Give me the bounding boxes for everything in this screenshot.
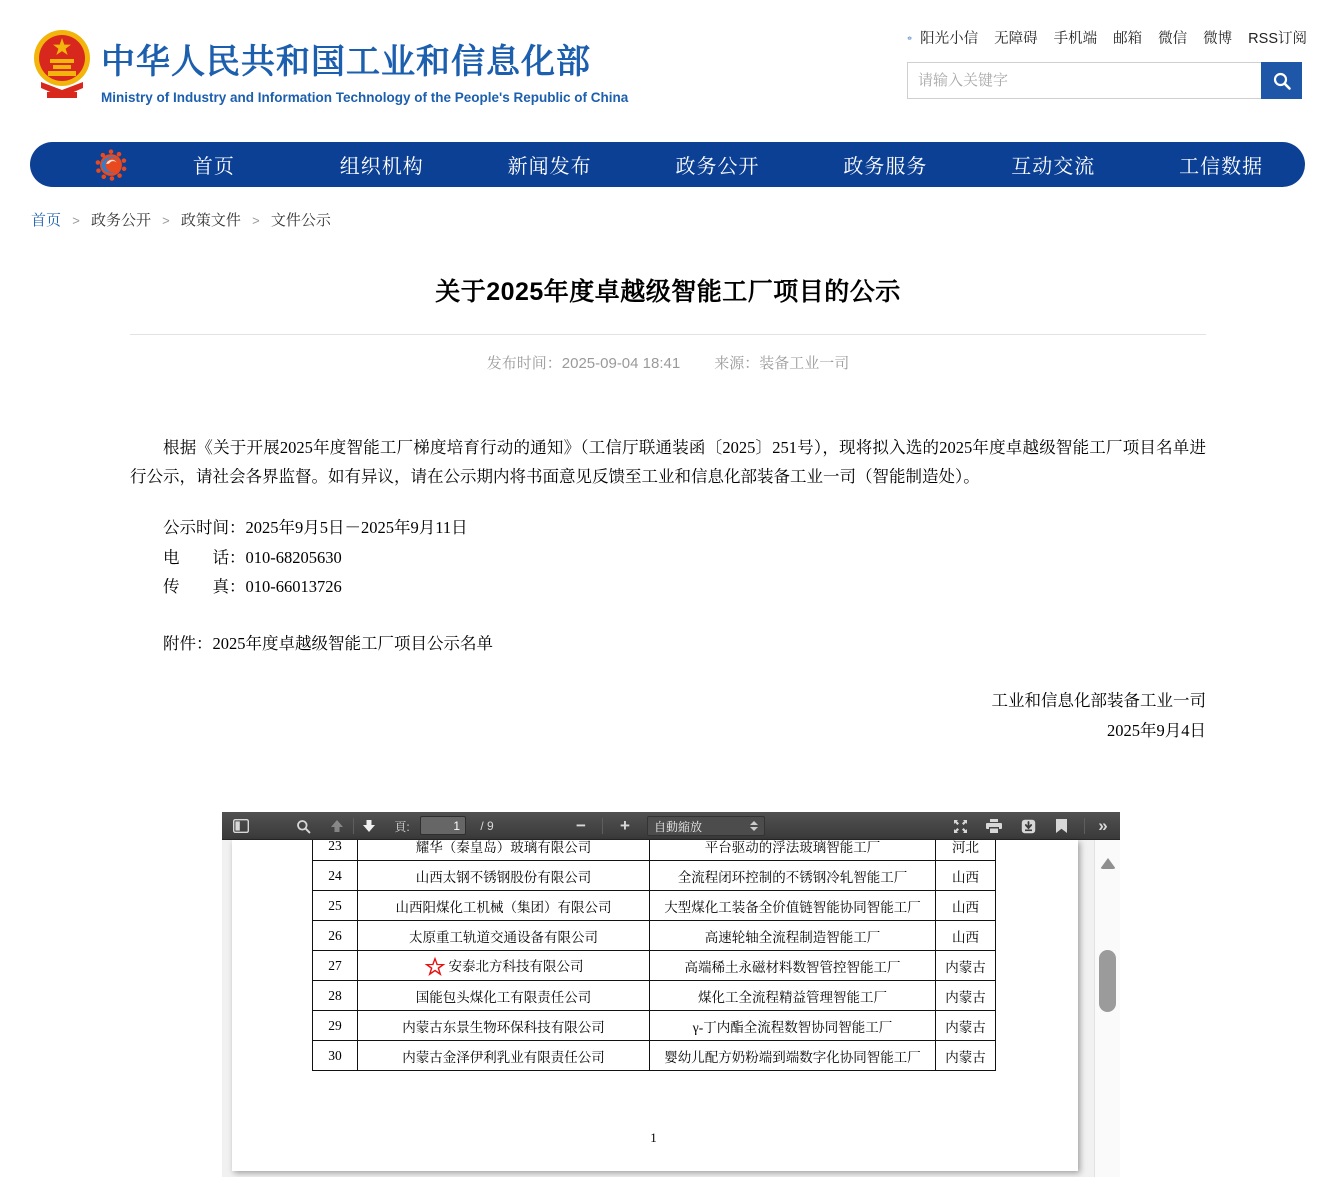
breadcrumb-home[interactable]: 首页 — [31, 212, 62, 229]
sidebar-toggle-icon[interactable] — [230, 812, 252, 840]
breadcrumb-separator: > — [162, 213, 170, 228]
download-icon[interactable] — [1016, 812, 1040, 840]
row-province: 内蒙古 — [936, 1011, 996, 1041]
row-company: 内蒙古东景生物环保科技有限公司 — [358, 1011, 650, 1041]
zoom-in-icon[interactable]: + — [620, 816, 630, 835]
row-no: 24 — [313, 861, 358, 891]
nav-item-organization[interactable]: 组织机构 — [339, 156, 424, 178]
table-row — [313, 1041, 996, 1071]
site-title: 中华人民共和国工业和信息化部 — [101, 43, 591, 81]
nav-item-miit-data[interactable]: 工信数据 — [1179, 156, 1264, 178]
publicity-period-line: 公示时间：2025年9月5日－2025年9月11日 — [163, 518, 468, 537]
link-accessibility[interactable]: 无障碍 — [994, 31, 1038, 47]
site-subtitle: Ministry of Industry and Information Technology of the People's Republic of China — [101, 90, 629, 105]
row-province: 内蒙古 — [936, 981, 996, 1011]
nav-item-news[interactable]: 新闻发布 — [507, 156, 592, 178]
row-company: 山西太钢不锈钢股份有限公司 — [358, 861, 650, 891]
table-row — [313, 891, 996, 921]
article-paragraph: 根据《关于开展2025年度智能工厂梯度培育行动的通知》（工信厅联通装函〔2025〕251号），现将拟入选的2025年度卓越级智能工厂项目名单进行公示，请社会各界监督。如有异议，请在公示期内将书面意见反馈至工业和信息化部装备工业一司（智能制造处）。 — [130, 438, 1206, 486]
breadcrumb-separator: > — [72, 213, 80, 228]
phone-line: 电 话：010-68205630 — [163, 547, 342, 567]
nav-item-home[interactable]: 首页 — [192, 156, 235, 178]
source-value: 装备工业一司 — [759, 355, 850, 372]
page-count: / 9 — [480, 819, 494, 833]
row-project: 高速轮轴全流程制造智能工厂 — [650, 921, 936, 951]
link-weibo[interactable]: 微博 — [1203, 31, 1233, 47]
fax-line: 传 真：010-66013726 — [163, 577, 342, 596]
row-no: 30 — [313, 1041, 358, 1071]
row-province: 山西 — [936, 921, 996, 951]
page-number-input[interactable] — [420, 816, 466, 835]
row-no: 28 — [313, 981, 358, 1011]
page-label: 頁: — [394, 819, 410, 834]
row-company: 太原重工轨道交通设备有限公司 — [358, 921, 650, 951]
miit-gear-logo-icon — [92, 146, 130, 184]
select-arrows-icon — [750, 821, 758, 831]
link-wechat[interactable]: 微信 — [1158, 31, 1188, 47]
search-input[interactable] — [907, 62, 1261, 99]
scrollbar-thumb[interactable] — [1099, 950, 1116, 1012]
pdf-page — [232, 840, 1078, 1171]
article — [130, 272, 1206, 746]
row-project: 煤化工全流程精益管理智能工厂 — [650, 981, 936, 1011]
pdf-scrollbar[interactable] — [1094, 840, 1120, 1177]
row-project: 全流程闭环控制的不锈钢冷轧智能工厂 — [650, 861, 936, 891]
article-meta — [130, 352, 1206, 373]
nav-item-interaction[interactable]: 互动交流 — [1011, 156, 1096, 178]
zoom-out-icon[interactable]: − — [576, 816, 586, 835]
breadcrumb-file-publicity[interactable]: 文件公示 — [270, 212, 331, 229]
publish-time-label: 发布时间： — [486, 355, 562, 372]
row-province: 内蒙古 — [936, 951, 996, 981]
find-in-document-icon[interactable] — [292, 812, 314, 840]
row-company-label: 安泰北方科技有限公司 — [448, 958, 584, 974]
utility-links — [907, 27, 1307, 48]
row-project: 高端稀土永磁材料数智管控智能工厂 — [650, 951, 936, 981]
row-project: 大型煤化工装备全价值链智能协同智能工厂 — [650, 891, 936, 921]
breadcrumb — [31, 209, 331, 230]
table-row-starred — [313, 951, 996, 981]
smart-factory-table — [312, 840, 996, 1071]
scroll-up-arrow-icon[interactable] — [1100, 858, 1116, 869]
row-province: 山西 — [936, 891, 996, 921]
presentation-mode-icon[interactable] — [948, 812, 972, 840]
nav-item-gov-services[interactable]: 政务服务 — [843, 156, 928, 178]
publish-time: 2025-09-04 18:41 — [561, 355, 681, 372]
row-project: 婴幼儿配方奶粉端到端数字化协同智能工厂 — [650, 1041, 936, 1071]
row-no: 29 — [313, 1011, 358, 1041]
link-rss[interactable]: RSS订阅 — [1248, 31, 1307, 47]
breadcrumb-policy-files[interactable]: 政策文件 — [180, 212, 241, 229]
national-emblem-logo — [33, 26, 91, 104]
main-navbar — [30, 142, 1305, 187]
next-page-icon[interactable] — [358, 812, 380, 840]
table-row — [313, 840, 996, 861]
row-no: 26 — [313, 921, 358, 951]
row-company: 国能包头煤化工有限责任公司 — [358, 981, 650, 1011]
breadcrumb-gov-disclosure[interactable]: 政务公开 — [90, 212, 151, 229]
pdf-toolbar — [222, 812, 1120, 840]
table-row — [313, 1011, 996, 1041]
zoom-select[interactable] — [647, 816, 765, 836]
signature-department: 工业和信息化部装备工业一司 — [991, 690, 1206, 710]
row-project: 平台驱动的浮法玻璃智能工厂 — [650, 840, 936, 861]
table-row — [313, 921, 996, 951]
row-no: 27 — [313, 951, 358, 981]
site-header — [0, 0, 1333, 132]
bookmark-icon[interactable] — [1050, 812, 1072, 840]
print-icon[interactable] — [982, 812, 1006, 840]
source-label: 来源： — [714, 355, 760, 372]
xiaoxin-robot-icon — [907, 29, 912, 47]
title-divider — [130, 334, 1206, 335]
row-project: γ-丁内酯全流程数智协同智能工厂 — [650, 1011, 936, 1041]
row-no: 25 — [313, 891, 358, 921]
zoom-select-value: 自動縮放 — [654, 819, 703, 834]
link-mail[interactable]: 邮箱 — [1113, 31, 1143, 47]
row-province: 山西 — [936, 861, 996, 891]
breadcrumb-separator: > — [252, 213, 260, 228]
row-company: 山西阳煤化工机械（集团）有限公司 — [358, 891, 650, 921]
previous-page-icon[interactable] — [326, 812, 348, 840]
site-search — [907, 62, 1302, 99]
row-province: 河北 — [936, 840, 996, 861]
search-button[interactable] — [1261, 62, 1302, 99]
link-mobile[interactable]: 手机端 — [1053, 31, 1098, 47]
pdf-page-number: 1 — [650, 1130, 657, 1145]
red-star-annotation-icon — [424, 956, 446, 977]
signature-date: 2025年9月4日 — [1107, 720, 1206, 740]
row-company: 内蒙古金泽伊利乳业有限责任公司 — [358, 1041, 650, 1071]
search-icon — [1272, 71, 1292, 91]
pdf-viewer — [222, 812, 1120, 1177]
row-company: 耀华（秦皇岛）玻璃有限公司 — [358, 840, 650, 861]
row-no: 23 — [313, 840, 358, 861]
more-tools-icon[interactable]: » — [1098, 816, 1108, 835]
row-province: 内蒙古 — [936, 1041, 996, 1071]
page-title: 关于2025年度卓越级智能工厂项目的公示 — [435, 278, 901, 306]
row-company — [358, 951, 650, 981]
table-row — [313, 861, 996, 891]
nav-item-gov-disclosure[interactable]: 政务公开 — [675, 156, 760, 178]
table-row — [313, 981, 996, 1011]
attachment-line: 附件：2025年度卓越级智能工厂项目公示名单 — [163, 633, 493, 653]
link-yangguang-xiaoxin[interactable]: 阳光小信 — [920, 31, 979, 47]
